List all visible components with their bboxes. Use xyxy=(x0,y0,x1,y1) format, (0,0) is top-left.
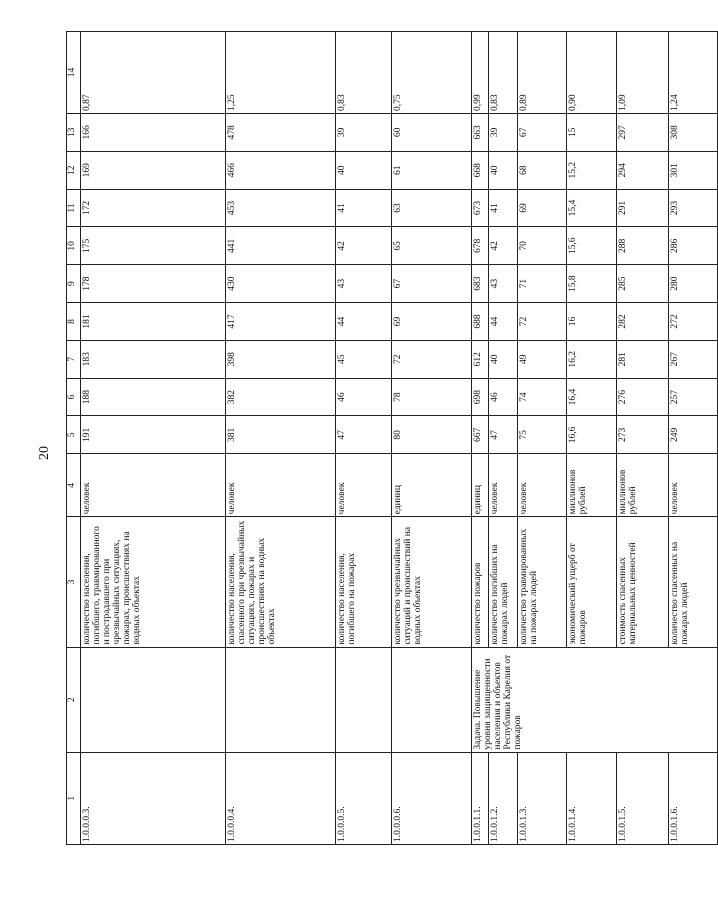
ratio-cell: 0,99 xyxy=(471,32,488,114)
value-cell: 285 xyxy=(617,265,669,303)
indicator-name: количество чрезвычайных ситуаций и происшествий на водных объектах xyxy=(391,517,471,647)
header-cell: 3 xyxy=(67,517,81,647)
value-cell: 191 xyxy=(81,416,225,454)
value-cell: 42 xyxy=(336,227,391,265)
value-cell: 67 xyxy=(391,265,471,303)
ratio-cell: 0,75 xyxy=(391,32,471,114)
value-cell: 169 xyxy=(81,151,225,189)
value-cell: 44 xyxy=(488,303,518,341)
value-cell: 282 xyxy=(617,303,669,341)
value-cell: 249 xyxy=(668,416,717,454)
value-cell: 286 xyxy=(668,227,717,265)
value-cell: 69 xyxy=(518,189,567,227)
header-cell: 13 xyxy=(67,113,81,151)
value-cell: 16,2 xyxy=(567,340,617,378)
indicator-name: количество погибших на пожарах людей xyxy=(488,517,518,647)
ratio-cell: 0,83 xyxy=(488,32,518,114)
header-cell: 5 xyxy=(67,416,81,454)
row-code: 1.0.0.0.4. xyxy=(225,752,336,844)
ratio-cell: 1,25 xyxy=(225,32,336,114)
value-cell: 15,6 xyxy=(567,227,617,265)
ratio-cell: 0,89 xyxy=(518,32,567,114)
indicator-name: количество населения, спасенного при чрезвычайных ситуациях, пожарах и происшествиях на водных объектах xyxy=(225,517,336,647)
value-cell: 43 xyxy=(336,265,391,303)
value-cell: 40 xyxy=(336,151,391,189)
goal-cell xyxy=(336,647,391,752)
ratio-cell: 1,09 xyxy=(617,32,669,114)
value-cell: 41 xyxy=(488,189,518,227)
header-cell: 7 xyxy=(67,340,81,378)
page-number: 20 xyxy=(37,446,52,460)
header-cell: 2 xyxy=(67,647,81,752)
value-cell: 453 xyxy=(225,189,336,227)
row-code: 1.0.0.1.2. xyxy=(488,752,518,844)
value-cell: 612 xyxy=(471,340,488,378)
header-cell: 4 xyxy=(67,454,81,517)
value-cell: 291 xyxy=(617,189,669,227)
unit-cell: миллионов рублей xyxy=(617,454,669,517)
indicator-name: количество пожаров xyxy=(471,517,488,647)
value-cell: 172 xyxy=(81,189,225,227)
table-row xyxy=(81,32,225,845)
header-cell: 6 xyxy=(67,378,81,416)
row-code: 1.0.0.1.1. xyxy=(471,752,488,844)
value-cell: 44 xyxy=(336,303,391,341)
unit-cell: человек xyxy=(488,454,518,517)
unit-cell: человек xyxy=(225,454,336,517)
value-cell: 68 xyxy=(518,151,567,189)
indicators-table xyxy=(66,31,718,845)
value-cell: 15,8 xyxy=(567,265,617,303)
value-cell: 74 xyxy=(518,378,567,416)
value-cell: 47 xyxy=(336,416,391,454)
value-cell: 441 xyxy=(225,227,336,265)
unit-cell: миллионов рублей xyxy=(567,454,617,517)
value-cell: 478 xyxy=(225,113,336,151)
value-cell: 72 xyxy=(391,340,471,378)
value-cell: 276 xyxy=(617,378,669,416)
value-cell: 288 xyxy=(617,227,669,265)
indicator-name: экономический ущерб от пожаров xyxy=(567,517,617,647)
row-code: 1.0.0.1.4. xyxy=(567,752,617,844)
indicator-name: стоимость спасенных материальных ценностей xyxy=(617,517,669,647)
ratio-cell: 0,87 xyxy=(81,32,225,114)
value-cell: 381 xyxy=(225,416,336,454)
value-cell: 188 xyxy=(81,378,225,416)
value-cell: 183 xyxy=(81,340,225,378)
value-cell: 673 xyxy=(471,189,488,227)
value-cell: 683 xyxy=(471,265,488,303)
table-row xyxy=(471,32,488,845)
value-cell: 280 xyxy=(668,265,717,303)
value-cell: 61 xyxy=(391,151,471,189)
header-cell: 11 xyxy=(67,189,81,227)
value-cell: 297 xyxy=(617,113,669,151)
value-cell: 16,4 xyxy=(567,378,617,416)
value-cell: 293 xyxy=(668,189,717,227)
value-cell: 43 xyxy=(488,265,518,303)
value-cell: 398 xyxy=(225,340,336,378)
value-cell: 678 xyxy=(471,227,488,265)
value-cell: 273 xyxy=(617,416,669,454)
value-cell: 45 xyxy=(336,340,391,378)
row-code: 1.0.0.0.6. xyxy=(391,752,471,844)
value-cell: 39 xyxy=(488,113,518,151)
value-cell: 46 xyxy=(488,378,518,416)
unit-cell: человек xyxy=(336,454,391,517)
value-cell: 667 xyxy=(471,416,488,454)
unit-cell: человек xyxy=(668,454,717,517)
row-code: 1.0.0.1.6. xyxy=(668,752,717,844)
row-code: 1.0.0.1.3. xyxy=(518,752,567,844)
value-cell: 688 xyxy=(471,303,488,341)
value-cell: 15,4 xyxy=(567,189,617,227)
value-cell: 15 xyxy=(567,113,617,151)
value-cell: 46 xyxy=(336,378,391,416)
value-cell: 166 xyxy=(81,113,225,151)
value-cell: 301 xyxy=(668,151,717,189)
header-cell: 8 xyxy=(67,303,81,341)
value-cell: 668 xyxy=(471,151,488,189)
unit-cell: человек xyxy=(81,454,225,517)
value-cell: 698 xyxy=(471,378,488,416)
value-cell: 60 xyxy=(391,113,471,151)
header-cell: 14 xyxy=(67,32,81,114)
table-row xyxy=(391,32,471,845)
unit-cell: человек xyxy=(518,454,567,517)
value-cell: 294 xyxy=(617,151,669,189)
value-cell: 281 xyxy=(617,340,669,378)
value-cell: 63 xyxy=(391,189,471,227)
value-cell: 308 xyxy=(668,113,717,151)
value-cell: 72 xyxy=(518,303,567,341)
value-cell: 16,6 xyxy=(567,416,617,454)
value-cell: 181 xyxy=(81,303,225,341)
value-cell: 80 xyxy=(391,416,471,454)
value-cell: 78 xyxy=(391,378,471,416)
unit-cell: единиц xyxy=(471,454,488,517)
value-cell: 40 xyxy=(488,340,518,378)
goal-cell xyxy=(225,647,336,752)
value-cell: 272 xyxy=(668,303,717,341)
ratio-cell: 0,90 xyxy=(567,32,617,114)
ratio-cell: 0,83 xyxy=(336,32,391,114)
value-cell: 67 xyxy=(518,113,567,151)
value-cell: 42 xyxy=(488,227,518,265)
value-cell: 41 xyxy=(336,189,391,227)
value-cell: 47 xyxy=(488,416,518,454)
value-cell: 267 xyxy=(668,340,717,378)
value-cell: 70 xyxy=(518,227,567,265)
task-cell: Задача. Повышение уровня защищенности населения и объектов Республики Карелия от пожаров xyxy=(471,647,717,752)
value-cell: 69 xyxy=(391,303,471,341)
indicator-name: количество спасенных на пожарах людей xyxy=(668,517,717,647)
value-cell: 75 xyxy=(518,416,567,454)
column-number-header-row xyxy=(67,32,81,845)
value-cell: 175 xyxy=(81,227,225,265)
ratio-cell: 1,24 xyxy=(668,32,717,114)
table-row xyxy=(336,32,391,845)
header-cell: 12 xyxy=(67,151,81,189)
value-cell: 430 xyxy=(225,265,336,303)
table-row xyxy=(225,32,336,845)
value-cell: 663 xyxy=(471,113,488,151)
value-cell: 40 xyxy=(488,151,518,189)
row-code: 1.0.0.0.3. xyxy=(81,752,225,844)
value-cell: 382 xyxy=(225,378,336,416)
header-cell: 10 xyxy=(67,227,81,265)
value-cell: 71 xyxy=(518,265,567,303)
goal-cell xyxy=(81,647,225,752)
value-cell: 178 xyxy=(81,265,225,303)
indicator-name: количество травмированных на пожарах людей xyxy=(518,517,567,647)
indicator-name: количество населения, погибшего, травмированного и пострадавшего при чрезвычайных ситуациях, пожарах, происшествиях на водных объектах xyxy=(81,517,225,647)
row-code: 1.0.0.0.5. xyxy=(336,752,391,844)
value-cell: 417 xyxy=(225,303,336,341)
value-cell: 16 xyxy=(567,303,617,341)
indicator-name: количество населения, погибшего на пожарах xyxy=(336,517,391,647)
value-cell: 466 xyxy=(225,151,336,189)
value-cell: 39 xyxy=(336,113,391,151)
header-cell: 9 xyxy=(67,265,81,303)
value-cell: 15,2 xyxy=(567,151,617,189)
value-cell: 257 xyxy=(668,378,717,416)
header-cell: 1 xyxy=(67,752,81,844)
value-cell: 49 xyxy=(518,340,567,378)
value-cell: 65 xyxy=(391,227,471,265)
row-code: 1.0.0.1.5. xyxy=(617,752,669,844)
unit-cell: единиц xyxy=(391,454,471,517)
goal-cell xyxy=(391,647,471,752)
